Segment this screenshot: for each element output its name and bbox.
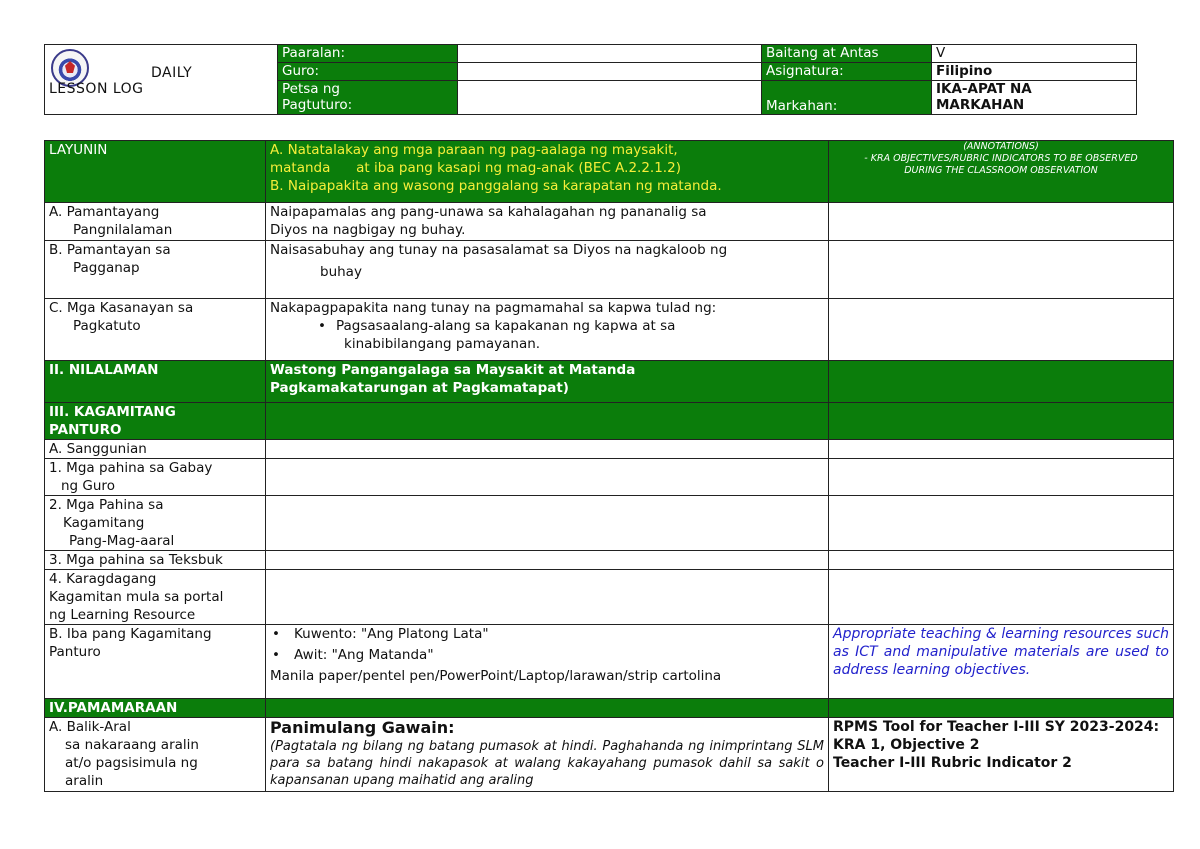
- layunin-label: LAYUNIN: [45, 141, 266, 203]
- nilalaman-content: [266, 361, 829, 403]
- content-line: Manila paper/pentel pen/PowerPoint/Laptop/larawan/strip cartolina: [270, 668, 722, 684]
- nilalaman-line: Wastong Pangangalaga sa Maysakit at Matanda: [270, 362, 636, 378]
- pamamaraan-content: [266, 699, 829, 718]
- baitang-label: Baitang at Antas: [762, 45, 932, 63]
- annot-line: DURING THE CLASSROOM OBSERVATION: [904, 165, 1098, 176]
- teksbuk-label: 3. Mga pahina sa Teksbuk: [45, 551, 266, 570]
- label-line: Pangnilalaman: [73, 222, 173, 238]
- sanggunian-label: A. Sanggunian: [45, 440, 266, 459]
- bullet-icon: •: [272, 626, 280, 642]
- label-line: Pagkatuto: [73, 318, 141, 334]
- label-line: ng Guro: [61, 478, 115, 494]
- pamamaraan-label: IV.PAMAMARAAN: [45, 699, 266, 718]
- pagganap-label: [45, 241, 266, 299]
- annotation-cell: [829, 299, 1174, 361]
- daily-label: DAILY: [151, 65, 193, 81]
- label-line: Pang-Mag-aaral: [69, 533, 175, 549]
- annotation-cell: [829, 551, 1174, 570]
- markahan-label: Markahan:: [762, 81, 932, 115]
- karagdagang-content: [266, 570, 829, 625]
- pamantayang-label: [45, 203, 266, 241]
- label-line: ng Learning Resource: [49, 607, 196, 623]
- kagamitan-content: [266, 403, 829, 440]
- annot-line: - KRA OBJECTIVES/RUBRIC INDICATORS TO BE OBSERVED: [864, 153, 1138, 164]
- kasanayan-content: [266, 299, 829, 361]
- content-line: Naipapamalas ang pang-unawa sa kahalagahan ng pananalig sa: [270, 204, 707, 220]
- label-line: sa nakaraang aralin: [65, 737, 199, 753]
- label-line: at/o pagsisimula ng: [65, 755, 198, 771]
- rpms-annotation: [829, 718, 1174, 792]
- bullet-text: Kuwento: "Ang Platong Lata": [293, 626, 489, 642]
- annotation-cell: [829, 699, 1174, 718]
- gabay-label: [45, 459, 266, 496]
- bullet-continuation: kinabibilangang pamayanan.: [344, 336, 541, 352]
- header-table: [44, 44, 1137, 115]
- lesson-table: [44, 140, 1174, 792]
- label-line: B. Pamantayan sa: [49, 242, 171, 258]
- panimula-title: Panimulang Gawain:: [270, 718, 455, 737]
- markahan-value-line: IKA-APAT NA: [936, 81, 1032, 97]
- annotation-cell: [829, 241, 1174, 299]
- bullet-item: [270, 625, 824, 643]
- label-line: 1. Mga pahina sa Gabay: [49, 460, 213, 476]
- pamantayang-content: [266, 203, 829, 241]
- rpms-line: KRA 1, Objective 2: [833, 737, 980, 753]
- petsa-label-line: Petsa ng: [282, 81, 340, 97]
- resources-annotation: Appropriate teaching & learning resources such as ICT and manipulative materials are used to address learning objectives.: [829, 625, 1174, 699]
- balik-aral-content: [266, 718, 829, 792]
- layunin-line-b: B. Naipapakita ang wasong panggalang sa karapatan ng matanda.: [270, 178, 722, 194]
- annotation-cell: [829, 361, 1174, 403]
- pahina-content: [266, 496, 829, 551]
- gabay-content: [266, 459, 829, 496]
- label-line: A. Balik-Aral: [49, 719, 131, 735]
- rpms-line: RPMS Tool for Teacher I-III SY 2023-2024:: [833, 719, 1160, 735]
- nilalaman-line: Pagkamakatarungan at Pagkamatapat): [270, 380, 569, 396]
- paaralan-value: [458, 45, 762, 63]
- annotation-cell: [829, 496, 1174, 551]
- bullet-icon: •: [318, 318, 326, 334]
- rpms-line: Teacher I-III Rubric Indicator 2: [833, 755, 1072, 771]
- iba-pang-label: [45, 625, 266, 699]
- asignatura-value: Filipino: [932, 63, 1137, 81]
- content-line: Diyos na nagbigay ng buhay.: [270, 222, 466, 238]
- asignatura-label: Asignatura:: [762, 63, 932, 81]
- annotation-cell: [829, 440, 1174, 459]
- panimula-text: (Pagtatala ng bilang ng batang pumasok at hindi. Paghahanda ng inimprintang SLM para sa batang hindi nakapasok at walang kakayahang pumasok dahil sa sakit o kapansanan upang maihatid ang araling: [270, 739, 824, 788]
- markahan-value: [932, 81, 1137, 115]
- label-line: PANTURO: [49, 422, 122, 438]
- iba-pang-content: [266, 625, 829, 699]
- baitang-value: V: [932, 45, 1137, 63]
- label-line: A. Pamantayang: [49, 204, 160, 220]
- annotation-cell: [829, 459, 1174, 496]
- annotations-header: [829, 141, 1174, 203]
- label-line: III. KAGAMITANG: [49, 404, 176, 420]
- annotation-cell: [829, 570, 1174, 625]
- guro-label: Guro:: [278, 63, 458, 81]
- petsa-label: [278, 81, 458, 115]
- petsa-label-line: Pagtuturo:: [282, 97, 353, 113]
- annot-line: (ANNOTATIONS): [963, 141, 1039, 152]
- balik-aral-label: [45, 718, 266, 792]
- content-line: Nakapagpapakita nang tunay na pagmamahal sa kapwa tulad ng:: [270, 300, 717, 316]
- layunin-content: [266, 141, 829, 203]
- paaralan-label: Paaralan:: [278, 45, 458, 63]
- bullet-item: [270, 646, 824, 664]
- label-line: B. Iba pang Kagamitang: [49, 626, 212, 642]
- kagamitan-label: [45, 403, 266, 440]
- teksbuk-content: [266, 551, 829, 570]
- karagdagang-label: [45, 570, 266, 625]
- bullet-item: [270, 317, 824, 335]
- bullet-text: Awit: "Ang Matanda": [293, 647, 434, 663]
- lesson-log-label: LESSON LOG: [49, 81, 144, 97]
- pagganap-content: [266, 241, 829, 299]
- label-line: 4. Karagdagang: [49, 571, 157, 587]
- label-line: Pagganap: [73, 260, 140, 276]
- annotation-cell: [829, 203, 1174, 241]
- content-line: Naisasabuhay ang tunay na pasasalamat sa Diyos na nagkaloob ng: [270, 242, 728, 258]
- pahina-label: [45, 496, 266, 551]
- kasanayan-label: [45, 299, 266, 361]
- layunin-line-a1: A. Natatalakay ang mga paraan ng pag-aalaga ng maysakit,: [270, 142, 678, 158]
- label-line: aralin: [65, 773, 104, 789]
- bullet-text: Pagsasaalang-alang sa kapakanan ng kapwa at sa: [335, 318, 676, 334]
- label-line: C. Mga Kasanayan sa: [49, 300, 194, 316]
- label-line: Kagamitang: [63, 515, 145, 531]
- logo-cell: [45, 45, 278, 115]
- nilalaman-label: II. NILALAMAN: [45, 361, 266, 403]
- layunin-line-a2: matanda at iba pang kasapi ng mag-anak (BEC A.2.2.1.2): [270, 160, 681, 176]
- bullet-icon: •: [272, 647, 280, 663]
- content-line: buhay: [320, 264, 362, 280]
- annotation-cell: [829, 403, 1174, 440]
- markahan-value-line: MARKAHAN: [936, 97, 1025, 113]
- petsa-value: [458, 81, 762, 115]
- sanggunian-content: [266, 440, 829, 459]
- label-line: Kagamitan mula sa portal: [49, 589, 224, 605]
- label-line: 2. Mga Pahina sa: [49, 497, 164, 513]
- label-line: Panturo: [49, 644, 101, 660]
- guro-value: [458, 63, 762, 81]
